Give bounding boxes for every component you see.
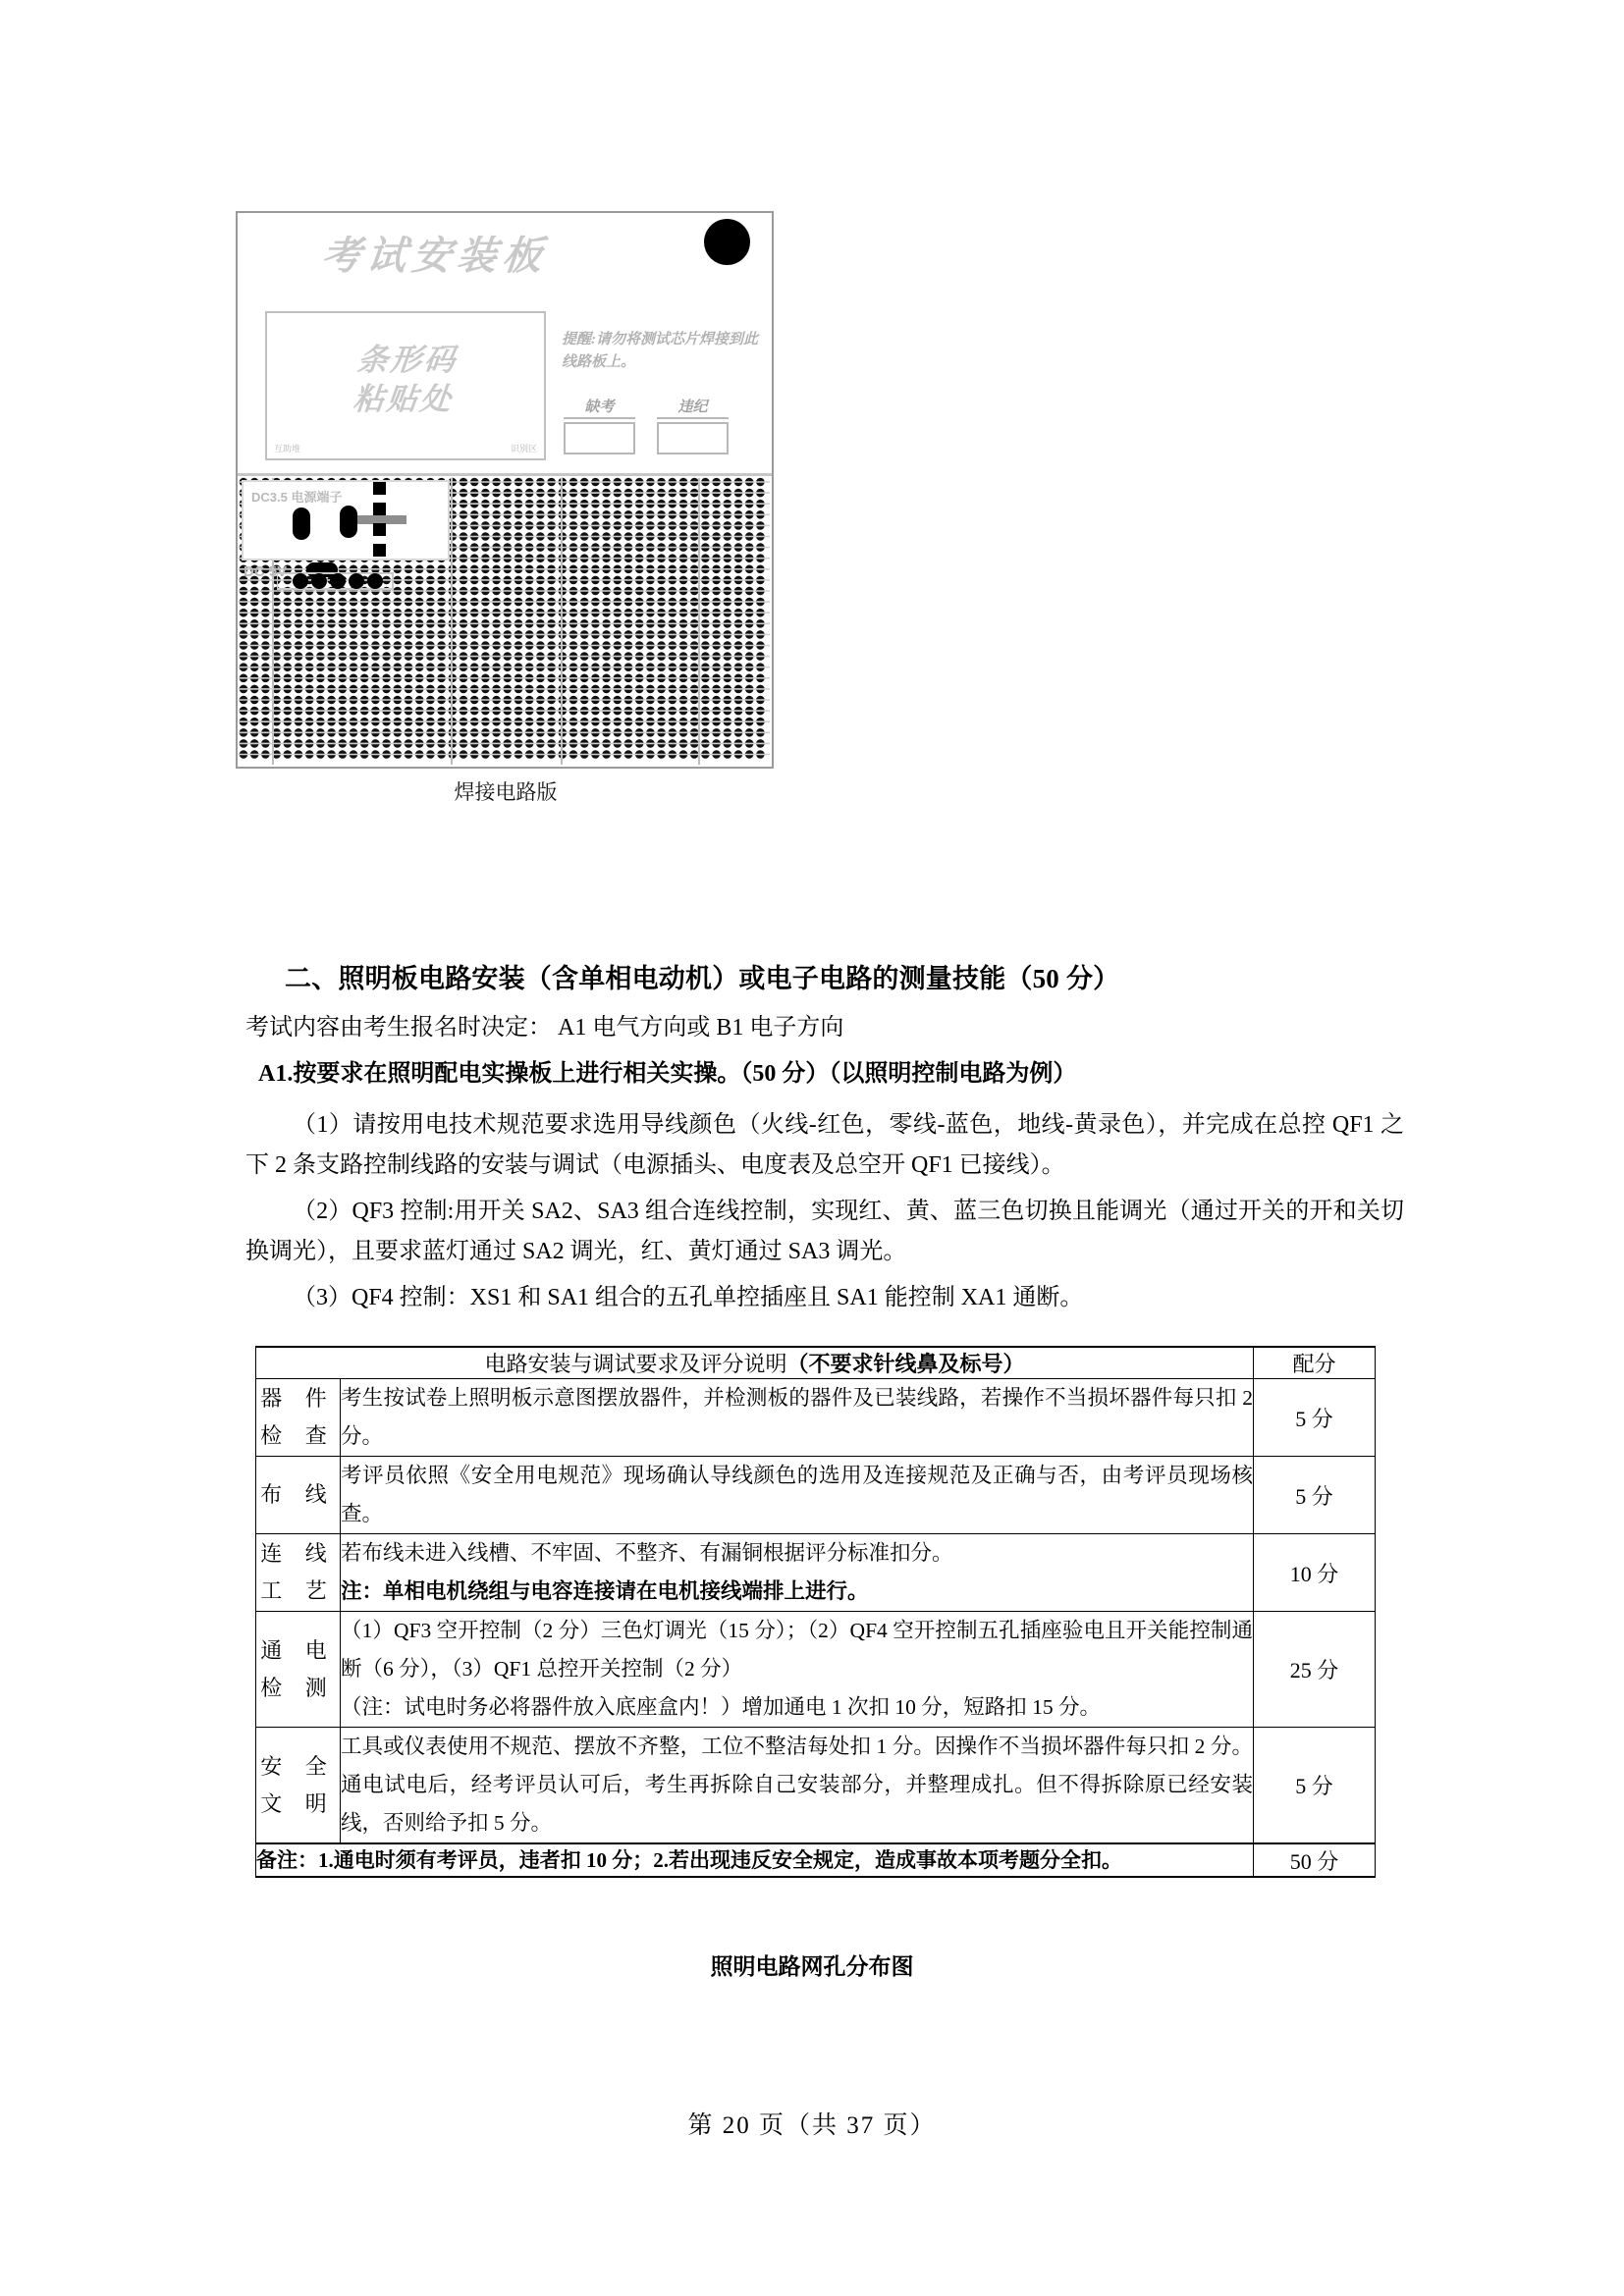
a1-title-paragraph: A1.按要求在照明配电实操板上进行相关实操。（50 分）（以照明控制电路为例） <box>258 1061 1077 1087</box>
barcode-corner-right-text: 识别区 <box>510 444 537 454</box>
row-score-cell: 5 分 <box>1254 1379 1376 1457</box>
row-category-cell <box>256 1457 341 1534</box>
requirement-item-1: （1）请按用电技术规范要求选用导线颜色（火线-红色，零线-蓝色，地线-黄录色），并完成在总控 QF1 之下 2 条支路控制线路的安装与调试（电源插头、电度表及总空开 QF1 已接线）。 <box>245 1112 1404 1178</box>
description-text: 考生按试卷上照明板示意图摆放器件，并检测板的器件及已装线路，若操作不当损坏器件每只扣 2 分。 <box>341 1386 1253 1448</box>
dc35-pad-1 <box>293 507 310 540</box>
absent-mark-group <box>564 396 635 454</box>
row-category-cell <box>256 1728 341 1844</box>
table-row <box>256 1457 1376 1534</box>
table-row <box>256 1534 1376 1612</box>
barcode-paste-area <box>265 311 546 460</box>
category-line-1: 器 件 <box>260 1386 336 1411</box>
scoring-table <box>255 1346 1376 1878</box>
category-line-1: 连 线 <box>260 1541 336 1566</box>
header-description-bold: （不要求针线鼻及标号） <box>786 1352 1025 1376</box>
dc5v-label-line1: DC <box>244 563 265 580</box>
category-line-1: 布 线 <box>260 1482 336 1507</box>
dc5v-connector-row <box>277 571 395 591</box>
absent-checkbox[interactable] <box>564 422 635 454</box>
barcode-label-line2: 粘贴处 <box>352 382 456 416</box>
exam-board-figure <box>236 211 776 806</box>
requirement-item-3: （3）QF4 控制：XS1 和 SA1 组合的五孔单控插座且 SA1 能控制 XA1 通断。 <box>293 1285 1084 1310</box>
table-row <box>256 1612 1376 1728</box>
row-score-cell: 5 分 <box>1254 1728 1376 1844</box>
figure-caption: 焊接电路版 <box>454 780 558 804</box>
row-description-cell <box>341 1612 1254 1728</box>
row-description-cell <box>341 1457 1254 1534</box>
description-note: （注：试电时务必将器件放入底座盒内！）增加通电 1 次扣 10 分，短路扣 15 分。 <box>341 1695 1102 1719</box>
black-dot-marker <box>704 219 750 265</box>
description-text: 考评员依照《安全用电规范》现场确认导线颜色的选用及连接规范及正确与否，由考评员现场核查。 <box>341 1464 1253 1525</box>
category-line-2: 检 查 <box>260 1423 336 1448</box>
category-line-2: 检 测 <box>260 1675 336 1700</box>
remark-score-cell: 50 分 <box>1254 1843 1376 1877</box>
description-text: 工具或仪表使用不规范、摆放不齐整，工位不整洁每处扣 1 分。因操作不当损坏器件每只扣 2 分。通电试电后，经考评员认可后，考生再拆除自己安装部分，并整理成扎。但不得拆除原已经安装线，否则给予扣 5 分。 <box>341 1735 1253 1835</box>
violation-checkbox[interactable] <box>657 422 729 454</box>
header-score-cell: 配分 <box>1254 1347 1376 1379</box>
description-text: （1）QF3 空开控制（2 分）三色灯调光（15 分）；（2）QF4 空开控制五孔插座验电且开关能控制通断（6 分），（3）QF1 总控开关控制（2 分） <box>341 1619 1253 1681</box>
dc5v-label-line2: 5V <box>268 563 288 580</box>
row-description-cell <box>341 1379 1254 1457</box>
category-line-1: 安 全 <box>260 1753 336 1779</box>
description-text: 若布线未进入线槽、不牢固、不整齐、有漏铜根据评分标准扣分。 <box>341 1541 953 1565</box>
scoring-table-body <box>256 1379 1376 1878</box>
category-line-1: 通 电 <box>260 1637 336 1663</box>
row-score-cell: 5 分 <box>1254 1457 1376 1534</box>
violation-label: 违纪 <box>657 396 729 419</box>
table-header-row <box>256 1347 1376 1379</box>
page-footer: 第 20 页（共 37 页） <box>687 2112 937 2139</box>
dc35-terminal-label: DC3.5 电源端子 <box>251 490 343 505</box>
terminal-square-2 <box>373 503 386 515</box>
dc35-pad-2 <box>340 506 357 538</box>
perfboard-area <box>238 473 772 767</box>
category-line-2: 工 艺 <box>260 1578 336 1603</box>
row-score-cell: 10 分 <box>1254 1534 1376 1612</box>
table-row <box>256 1379 1376 1457</box>
header-description-cell <box>256 1347 1254 1379</box>
header-description-normal: 电路安装与调试要求及评分说明 <box>484 1352 787 1376</box>
row-category-cell <box>256 1612 341 1728</box>
barcode-paste-label <box>263 341 548 419</box>
terminal-square-4 <box>373 544 386 557</box>
bottom-figure-caption: 照明电路网孔分布图 <box>710 1954 914 1979</box>
barcode-corner-left-text: 互助堆 <box>274 444 301 454</box>
exam-board <box>236 211 774 769</box>
category-line-2: 文 明 <box>260 1790 336 1816</box>
mark-boxes-row <box>564 396 760 454</box>
remark-cell: 备注：1.通电时须有考评员，违者扣 10 分；2.若出现违反安全规定，造成事故本项考题分全扣。 <box>256 1843 1254 1877</box>
table-remark-row <box>256 1843 1376 1877</box>
section-heading: 二、照明板电路安装（含单相电动机）或电子电路的测量技能（50 分） <box>285 964 1120 993</box>
description-note: 注：单相电机绕组与电容连接请在电机接线端排上进行。 <box>341 1579 869 1603</box>
table-row <box>256 1728 1376 1844</box>
row-score-cell: 25 分 <box>1254 1612 1376 1728</box>
absent-label: 缺考 <box>564 396 635 419</box>
row-description-cell <box>341 1728 1254 1844</box>
board-header-panel <box>238 213 772 473</box>
barcode-label-line1: 条形码 <box>355 343 460 377</box>
row-category-cell <box>256 1379 341 1457</box>
terminal-square-3 <box>373 523 386 536</box>
violation-mark-group <box>657 396 729 454</box>
board-reminder-text: 提醒:请勿将测试芯片焊接到此线路板上。 <box>562 332 758 370</box>
requirement-item-2: （2）QF3 控制:用开关 SA2、SA3 组合连线控制，实现红、黄、蓝三色切换且能调光（通过开关的开和关切换调光），且要求蓝灯通过 SA2 调光，红、黄灯通过 SA3 调光。 <box>245 1199 1404 1264</box>
board-title: 考试安装板 <box>319 234 551 278</box>
exam-direction-paragraph: 考试内容由考生报名时决定： A1 电气方向或 B1 电子方向 <box>245 1015 844 1041</box>
row-category-cell <box>256 1534 341 1612</box>
terminal-square-1 <box>373 482 386 495</box>
row-description-cell <box>341 1534 1254 1612</box>
